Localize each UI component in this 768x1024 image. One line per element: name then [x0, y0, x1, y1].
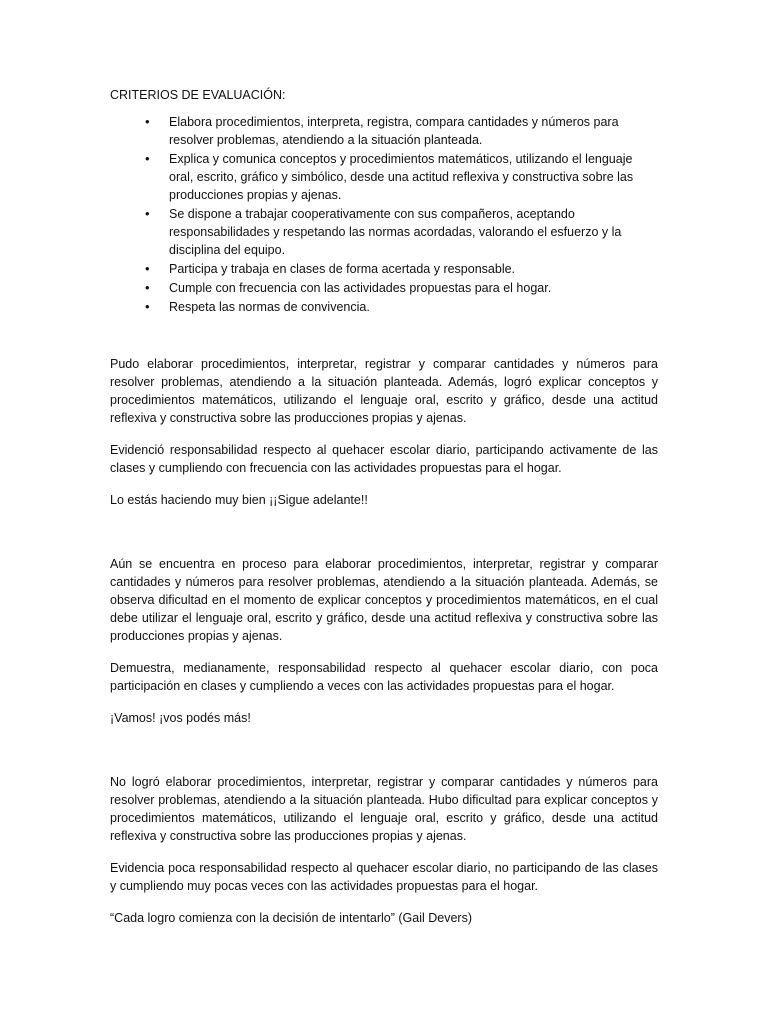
criteria-section [110, 86, 658, 317]
feedback-low-paragraph-2: Evidencia poca responsabilidad respecto al quehacer escolar diario, no participando de las clases y cumpliendo muy pocas veces con las actividades propuestas para el hogar. [110, 861, 658, 893]
bullet-icon: • [145, 114, 150, 129]
criteria-item [110, 260, 658, 278]
feedback-mid-section [110, 555, 658, 741]
criteria-item [110, 298, 658, 316]
bullet-icon: • [145, 261, 150, 276]
feedback-low-quote: “Cada logro comienza con la decisión de intentarlo” (Gail Devers) [110, 911, 472, 925]
criteria-item-text: Respeta las normas de convivencia. [169, 300, 370, 314]
criteria-item-text: Explica y comunica conceptos y procedimientos matemáticos, utilizando el lenguaje oral, escrito, gráfico y simbólico, desde una actitud reflexiva y constructiva sobre las producciones propias y ajenas. [169, 152, 634, 202]
feedback-mid-closing: ¡Vamos! ¡vos podés más! [110, 711, 251, 725]
criteria-item [110, 205, 658, 259]
feedback-low-paragraph-1: No logró elaborar procedimientos, interpretar, registrar y comparar cantidades y números para resolver problemas, atendiendo a la situación planteada. Hubo dificultad para explicar conceptos y procedimientos matemáticos, utilizando el lenguaje oral, escrito y gráfico, desde una actitud reflexiva y constructiva sobre las producciones propias y ajenas. [110, 775, 658, 843]
bullet-icon: • [145, 299, 150, 314]
criteria-item-text: Elabora procedimientos, interpreta, registra, compara cantidades y números para resolver problemas, atendiendo a la situación planteada. [169, 115, 619, 147]
feedback-low-section [110, 773, 658, 941]
criteria-heading: CRITERIOS DE EVALUACIÓN: [110, 88, 286, 102]
feedback-high-closing: Lo estás haciendo muy bien ¡¡Sigue adelante!! [110, 493, 368, 507]
feedback-mid-paragraph-1: Aún se encuentra en proceso para elaborar procedimientos, interpretar, registrar y comparar cantidades y números para resolver problemas, atendiendo a la situación planteada. Además, se observa dificultad en el momento de explicar conceptos y procedimientos matemáticos, en el cual debe utilizar el lenguaje oral, escrito y gráfico, desde una actitud reflexiva y constructiva sobre las producciones propias y ajenas. [110, 557, 658, 643]
criteria-item [110, 150, 658, 204]
criteria-list [110, 113, 658, 316]
feedback-high-section [110, 355, 658, 523]
feedback-high-paragraph-1: Pudo elaborar procedimientos, interpretar, registrar y comparar cantidades y números para resolver problemas, atendiendo a la situación planteada. Además, logró explicar conceptos y procedimientos matemáticos, utilizando el lenguaje oral, escrito y gráfico, desde una actitud reflexiva y constructiva sobre las producciones propias y ajenas. [110, 357, 658, 425]
feedback-mid-paragraph-2: Demuestra, medianamente, responsabilidad respecto al quehacer escolar diario, con poca participación en clases y cumpliendo a veces con las actividades propuestas para el hogar. [110, 661, 658, 693]
bullet-icon: • [145, 206, 150, 221]
criteria-item [110, 279, 658, 297]
bullet-icon: • [145, 280, 150, 295]
feedback-high-paragraph-2: Evidenció responsabilidad respecto al quehacer escolar diario, participando activamente de las clases y cumpliendo con frecuencia con las actividades propuestas para el hogar. [110, 443, 658, 475]
criteria-item-text: Se dispone a trabajar cooperativamente con sus compañeros, aceptando responsabilidades y respetando las normas acordadas, valorando el esfuerzo y la disciplina del equipo. [169, 207, 622, 257]
criteria-item-text: Participa y trabaja en clases de forma acertada y responsable. [169, 262, 516, 276]
bullet-icon: • [145, 151, 150, 166]
criteria-item [110, 113, 658, 149]
criteria-item-text: Cumple con frecuencia con las actividades propuestas para el hogar. [169, 281, 552, 295]
